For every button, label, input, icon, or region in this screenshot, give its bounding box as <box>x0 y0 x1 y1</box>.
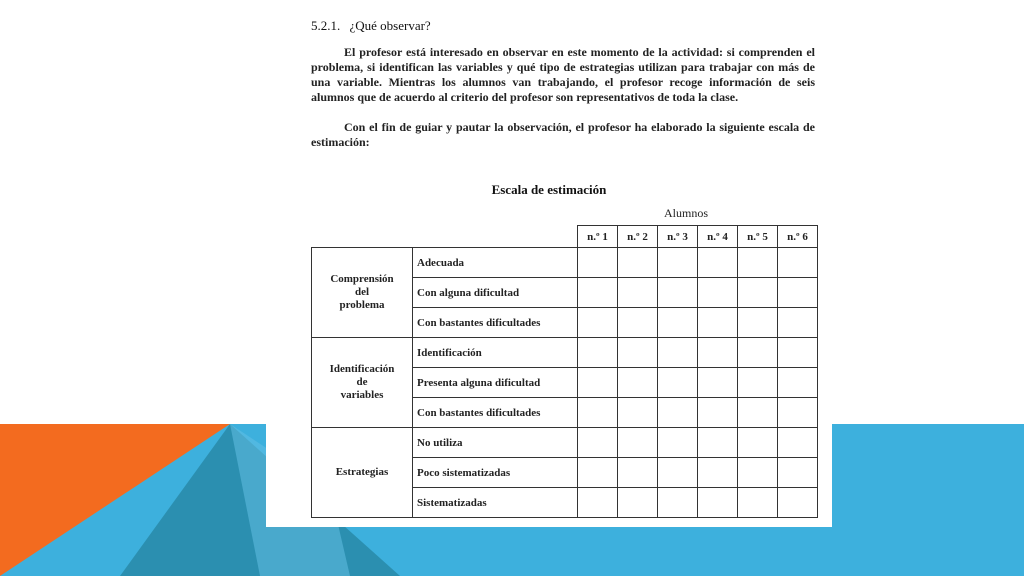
column-header: n.º 1 <box>578 226 618 248</box>
rating-cell <box>658 458 698 488</box>
rating-cell <box>738 278 778 308</box>
rating-cell <box>618 398 658 428</box>
option-cell: Con alguna dificultad <box>413 278 578 308</box>
section-heading <box>311 18 431 34</box>
rating-cell <box>618 458 658 488</box>
rating-cell <box>658 278 698 308</box>
rating-cell <box>698 368 738 398</box>
rating-cell <box>618 338 658 368</box>
rating-cell <box>618 488 658 518</box>
section-title: ¿Qué observar? <box>349 18 431 33</box>
table-row <box>312 428 818 458</box>
rating-cell <box>698 428 738 458</box>
paragraph-2: Con el fin de guiar y pautar la observación, el profesor ha elaborado la siguiente escala de estimación: <box>311 120 815 149</box>
rating-cell <box>778 308 818 338</box>
rating-cell <box>658 338 698 368</box>
rating-cell <box>578 338 618 368</box>
option-cell: Presenta alguna dificultad <box>413 368 578 398</box>
category-cell: Identificación de variables <box>312 338 413 428</box>
column-header: n.º 5 <box>738 226 778 248</box>
rating-cell <box>698 308 738 338</box>
option-cell: Identificación <box>413 338 578 368</box>
rating-cell <box>618 308 658 338</box>
section-number: 5.2.1. <box>311 18 341 33</box>
rating-cell <box>698 488 738 518</box>
rating-cell <box>738 488 778 518</box>
table-row <box>312 248 818 278</box>
estimation-scale-table <box>311 225 818 518</box>
rating-cell <box>578 398 618 428</box>
rating-cell <box>698 278 738 308</box>
rating-cell <box>698 248 738 278</box>
rating-cell <box>738 398 778 428</box>
column-header: n.º 2 <box>618 226 658 248</box>
rating-cell <box>618 248 658 278</box>
header-spacer <box>312 226 578 248</box>
column-header: n.º 4 <box>698 226 738 248</box>
rating-cell <box>658 248 698 278</box>
rating-cell <box>658 488 698 518</box>
rating-cell <box>698 398 738 428</box>
paragraph-1: El profesor está interesado en observar en este momento de la actividad: si comprenden el problema, si identifican las variables y qué tipo de estrategias utilizan para trabajar con más de una variable. Mientras los alumnos van trabajando, el profesor recoge información de seis alumnos que de acuerdo al criterio del profesor son representativos de toda la clase. <box>311 45 815 104</box>
option-cell: Con bastantes dificultades <box>413 398 578 428</box>
column-header: n.º 6 <box>778 226 818 248</box>
rating-cell <box>698 458 738 488</box>
rating-cell <box>578 458 618 488</box>
rating-cell <box>738 428 778 458</box>
rating-cell <box>578 278 618 308</box>
rating-cell <box>658 368 698 398</box>
rating-cell <box>658 398 698 428</box>
table-header-row <box>312 226 818 248</box>
rating-cell <box>778 278 818 308</box>
column-header: n.º 3 <box>658 226 698 248</box>
option-cell: Adecuada <box>413 248 578 278</box>
rating-cell <box>738 248 778 278</box>
rating-cell <box>738 308 778 338</box>
rating-cell <box>738 458 778 488</box>
rating-cell <box>578 488 618 518</box>
rating-cell <box>658 308 698 338</box>
rating-cell <box>578 428 618 458</box>
rating-cell <box>618 368 658 398</box>
rating-cell <box>578 248 618 278</box>
rating-cell <box>778 428 818 458</box>
rating-cell <box>778 248 818 278</box>
rating-cell <box>658 428 698 458</box>
rating-cell <box>778 488 818 518</box>
rating-cell <box>578 368 618 398</box>
rating-cell <box>618 278 658 308</box>
option-cell: No utiliza <box>413 428 578 458</box>
option-cell: Poco sistematizadas <box>413 458 578 488</box>
rating-cell <box>738 368 778 398</box>
rating-cell <box>778 368 818 398</box>
rating-cell <box>778 398 818 428</box>
option-cell: Sistematizadas <box>413 488 578 518</box>
option-cell: Con bastantes dificultades <box>413 308 578 338</box>
rating-cell <box>778 458 818 488</box>
rating-cell <box>578 308 618 338</box>
rating-cell <box>618 428 658 458</box>
category-cell: Comprensión del problema <box>312 248 413 338</box>
table-group-label: Alumnos <box>664 206 709 220</box>
category-cell: Estrategias <box>312 428 413 518</box>
rating-cell <box>778 338 818 368</box>
table-row <box>312 338 818 368</box>
table-title: Escala de estimación <box>491 182 607 197</box>
document-page <box>266 0 832 527</box>
rating-cell <box>738 338 778 368</box>
rating-cell <box>698 338 738 368</box>
